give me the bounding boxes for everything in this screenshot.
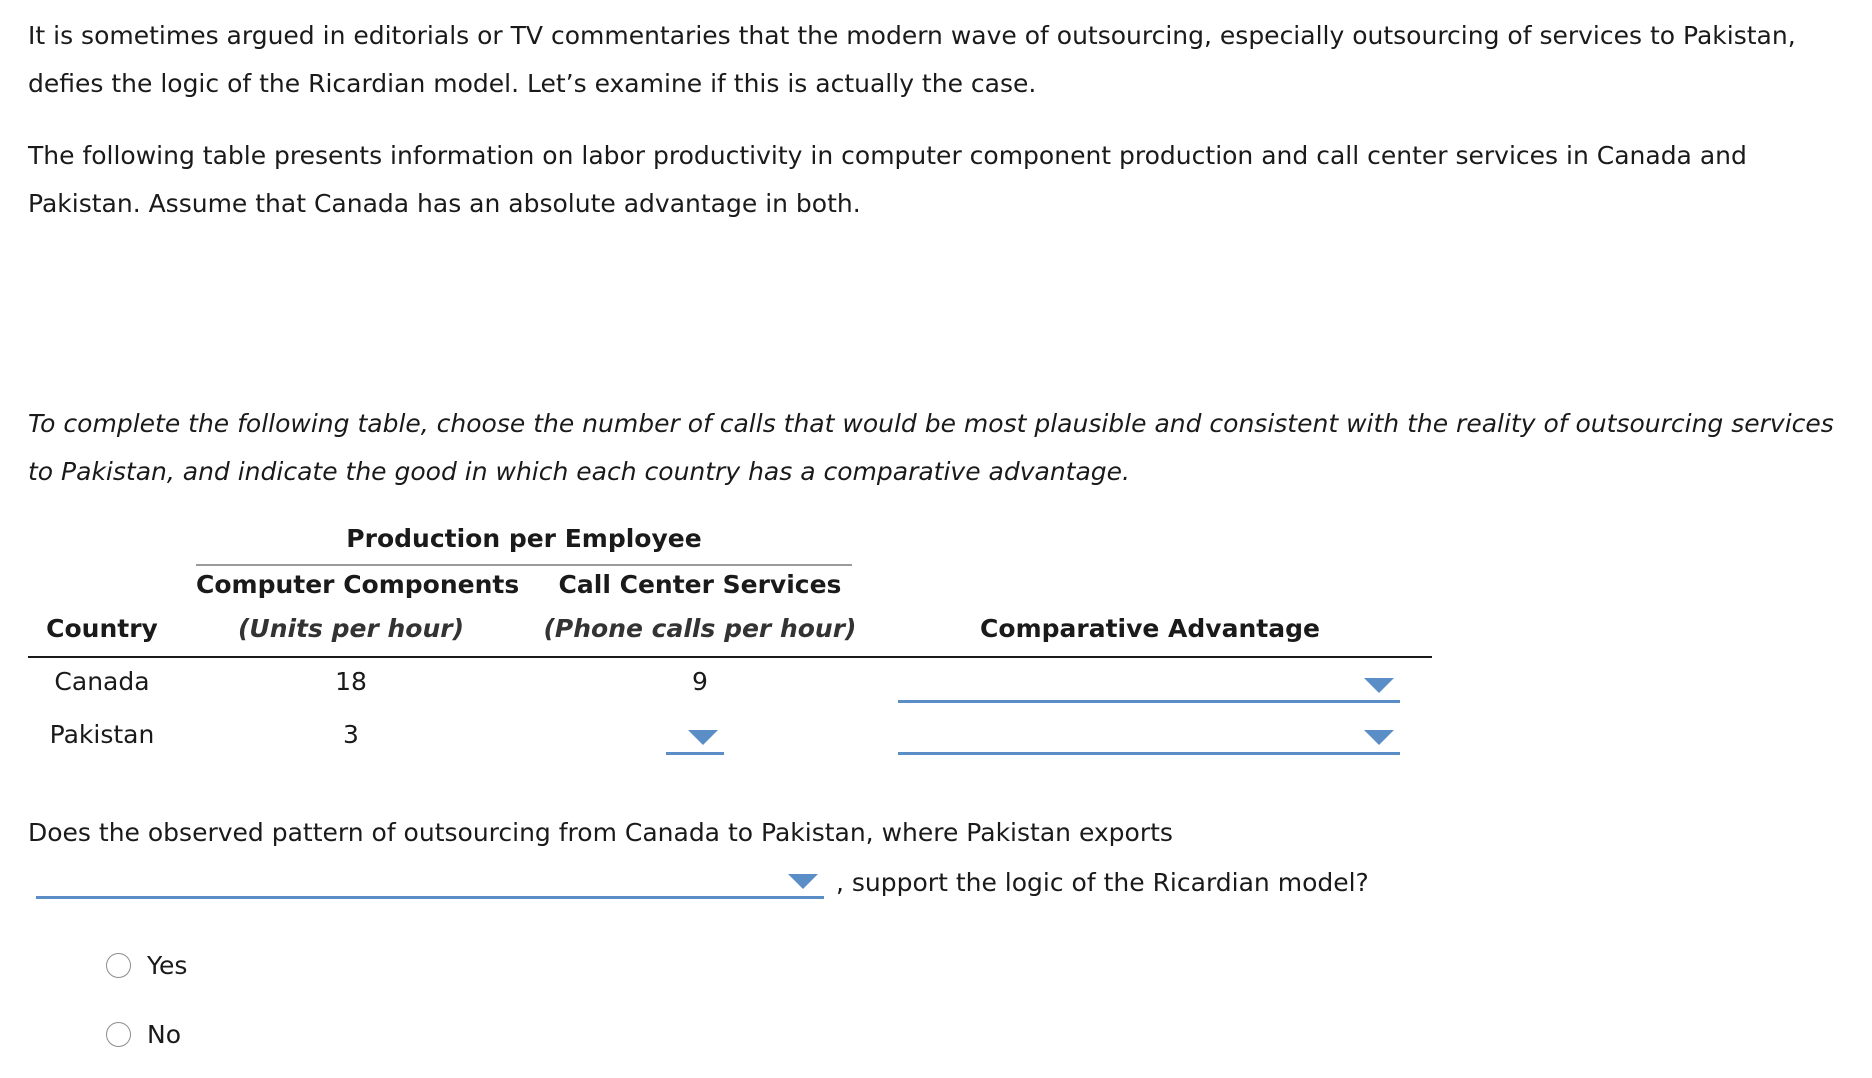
radio-button[interactable] xyxy=(106,953,131,978)
instruction-paragraph: To complete the following table, choose the number of calls that would be most plausible and consistent with the reality of outsourcing services to Pakistan, and indicate the good in which each country has a comparative advantage. xyxy=(28,409,1834,486)
cell-computer: 18 xyxy=(335,667,367,696)
cell-computer: 3 xyxy=(343,720,359,749)
col-header-country: Country xyxy=(46,614,158,643)
col-header-calls: Call Center Services xyxy=(558,570,842,599)
intro-paragraph-1: It is sometimes argued in editorials or TV commentaries that the modern wave of outsourcing, especially outsourcing of services to Pakistan, defies the logic of the Ricardian model. Let’s examine if this is actually the case. xyxy=(28,21,1796,98)
advantage-dropdown-canada[interactable] xyxy=(898,670,1400,703)
col-header-computer: Computer Components xyxy=(196,570,520,599)
question-text: Does the observed pattern of outsourcing from Canada to Pakistan, where Pakistan exports xyxy=(28,818,1173,847)
chevron-down-icon xyxy=(688,730,718,745)
question-text-continued: , support the logic of the Ricardian model? xyxy=(836,868,1369,897)
cell-country: Canada xyxy=(54,667,150,696)
group-header: Production per Employee xyxy=(346,524,702,553)
chevron-down-icon xyxy=(1364,730,1394,745)
radio-label: No xyxy=(147,1019,181,1049)
table-header-rule xyxy=(28,656,1432,658)
export-dropdown[interactable] xyxy=(36,866,824,899)
cell-country: Pakistan xyxy=(49,720,155,749)
advantage-dropdown-pakistan[interactable] xyxy=(898,722,1400,755)
radio-button[interactable] xyxy=(106,1022,131,1047)
chevron-down-icon xyxy=(788,874,818,889)
cell-calls: 9 xyxy=(692,667,708,696)
col-unit-calls: (Phone calls per hour) xyxy=(543,614,857,643)
radio-label: Yes xyxy=(147,950,188,980)
radio-option-yes[interactable] xyxy=(106,949,187,981)
intro-paragraph-2: The following table presents information on labor productivity in computer component production and call center services in Canada and Pakistan. Assume that Canada has an absolute advantage in both. xyxy=(28,141,1747,218)
group-header-rule xyxy=(196,564,852,566)
calls-dropdown-pakistan[interactable] xyxy=(666,722,724,755)
col-header-advantage: Comparative Advantage xyxy=(980,614,1320,643)
chevron-down-icon xyxy=(1364,678,1394,693)
col-unit-computer: (Units per hour) xyxy=(237,614,465,643)
radio-option-no[interactable] xyxy=(106,1018,181,1050)
